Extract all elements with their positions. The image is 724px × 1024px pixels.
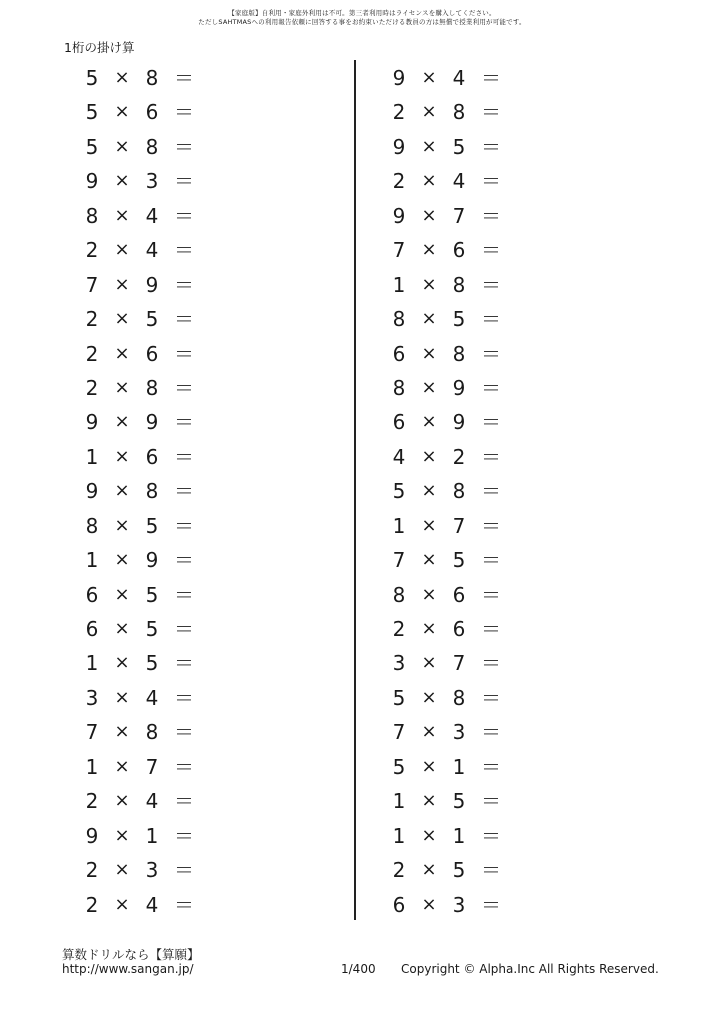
equals-sign: ＝ [481, 720, 501, 745]
operand-right: 1 [145, 823, 159, 848]
problem-row [83, 61, 243, 95]
multiply-operator: × [421, 755, 437, 777]
operand-right: 9 [145, 548, 159, 573]
operand-left: 3 [392, 651, 406, 676]
multiply-operator: × [421, 342, 437, 364]
equals-sign: ＝ [481, 100, 501, 125]
operand-right: 9 [145, 410, 159, 435]
operand-left: 6 [392, 892, 406, 917]
equals-sign: ＝ [174, 892, 194, 917]
equals-sign: ＝ [174, 685, 194, 710]
problem-row [390, 337, 550, 371]
operand-left: 7 [85, 720, 99, 745]
operand-left: 1 [392, 272, 406, 297]
multiply-operator: × [114, 755, 130, 777]
operand-left: 1 [85, 444, 99, 469]
problem-row [390, 233, 550, 267]
multiply-operator: × [421, 893, 437, 915]
problem-row [83, 474, 243, 508]
multiply-operator: × [421, 204, 437, 226]
operand-left: 7 [392, 238, 406, 263]
problem-row [390, 612, 550, 646]
multiply-operator: × [114, 583, 130, 605]
equals-sign: ＝ [481, 823, 501, 848]
problem-row [83, 302, 243, 336]
multiply-operator: × [421, 67, 437, 88]
equals-sign: ＝ [174, 789, 194, 814]
multiply-operator: × [421, 514, 437, 536]
footer-url-link[interactable]: http://www.sangan.jp/ [62, 962, 194, 976]
equals-sign: ＝ [174, 375, 194, 400]
operand-left: 1 [392, 513, 406, 538]
operand-right: 6 [145, 444, 159, 469]
problem-row [390, 199, 550, 233]
multiply-operator: × [421, 101, 437, 123]
operand-right: 8 [452, 100, 466, 125]
multiply-operator: × [421, 583, 437, 605]
operand-right: 5 [452, 134, 466, 159]
operand-left: 2 [85, 892, 99, 917]
operand-left: 5 [392, 685, 406, 710]
equals-sign: ＝ [174, 651, 194, 676]
equals-sign: ＝ [481, 548, 501, 573]
multiply-operator: × [114, 480, 130, 502]
multiply-operator: × [114, 411, 130, 433]
multiply-operator: × [114, 204, 130, 226]
equals-sign: ＝ [174, 203, 194, 228]
operand-right: 4 [452, 169, 466, 194]
problem-row [83, 268, 243, 302]
operand-left: 2 [392, 858, 406, 883]
multiply-operator: × [421, 859, 437, 881]
operand-right: 6 [145, 341, 159, 366]
multiply-operator: × [421, 480, 437, 502]
multiply-operator: × [114, 549, 130, 571]
equals-sign: ＝ [481, 892, 501, 917]
operand-left: 6 [392, 341, 406, 366]
footer-brand: 算数ドリルなら【算願】 [62, 947, 200, 962]
operand-left: 2 [392, 100, 406, 125]
operand-right: 5 [452, 307, 466, 332]
operand-left: 4 [392, 444, 406, 469]
multiply-operator: × [114, 67, 130, 88]
operand-left: 7 [85, 272, 99, 297]
equals-sign: ＝ [481, 203, 501, 228]
operand-right: 1 [452, 823, 466, 848]
equals-sign: ＝ [481, 134, 501, 159]
operand-right: 3 [145, 169, 159, 194]
equals-sign: ＝ [481, 651, 501, 676]
operand-left: 1 [392, 789, 406, 814]
problem-row [83, 543, 243, 577]
equals-sign: ＝ [174, 307, 194, 332]
operand-left: 9 [85, 410, 99, 435]
multiply-operator: × [114, 342, 130, 364]
operand-right: 9 [452, 410, 466, 435]
operand-right: 2 [452, 444, 466, 469]
equals-sign: ＝ [481, 238, 501, 263]
multiply-operator: × [114, 135, 130, 157]
equals-sign: ＝ [481, 169, 501, 194]
operand-right: 9 [145, 272, 159, 297]
operand-right: 5 [145, 513, 159, 538]
problem-row [390, 164, 550, 198]
operand-left: 8 [392, 582, 406, 607]
operand-right: 8 [145, 479, 159, 504]
operand-left: 5 [85, 100, 99, 125]
multiply-operator: × [421, 721, 437, 743]
problem-row [390, 784, 550, 818]
equals-sign: ＝ [174, 134, 194, 159]
problem-row [83, 337, 243, 371]
problem-row [390, 853, 550, 887]
operand-right: 6 [452, 582, 466, 607]
operand-right: 8 [452, 685, 466, 710]
problem-row [390, 268, 550, 302]
equals-sign: ＝ [481, 582, 501, 607]
equals-sign: ＝ [481, 754, 501, 779]
problem-row [390, 371, 550, 405]
problem-row [83, 819, 243, 853]
equals-sign: ＝ [174, 582, 194, 607]
equals-sign: ＝ [174, 754, 194, 779]
multiply-operator: × [421, 273, 437, 295]
equals-sign: ＝ [174, 548, 194, 573]
operand-right: 8 [145, 720, 159, 745]
equals-sign: ＝ [174, 823, 194, 848]
problem-row [83, 612, 243, 646]
problem-row [83, 578, 243, 612]
multiply-operator: × [114, 824, 130, 846]
equals-sign: ＝ [481, 375, 501, 400]
multiply-operator: × [114, 514, 130, 536]
operand-left: 9 [392, 134, 406, 159]
equals-sign: ＝ [481, 858, 501, 883]
operand-left: 8 [392, 375, 406, 400]
operand-right: 9 [452, 375, 466, 400]
operand-left: 1 [85, 754, 99, 779]
operand-left: 6 [85, 617, 99, 641]
operand-right: 8 [145, 66, 159, 90]
multiply-operator: × [421, 411, 437, 433]
operand-right: 7 [145, 754, 159, 779]
operand-right: 4 [145, 892, 159, 917]
equals-sign: ＝ [174, 617, 194, 641]
multiply-operator: × [421, 445, 437, 467]
multiply-operator: × [114, 686, 130, 708]
multiply-operator: × [114, 239, 130, 261]
equals-sign: ＝ [174, 410, 194, 435]
multiply-operator: × [114, 273, 130, 295]
equals-sign: ＝ [174, 479, 194, 504]
problem-row [83, 509, 243, 543]
problem-row [390, 646, 550, 680]
multiply-operator: × [114, 308, 130, 330]
problem-row [390, 888, 550, 922]
operand-left: 2 [85, 238, 99, 263]
operand-left: 9 [392, 203, 406, 228]
equals-sign: ＝ [481, 685, 501, 710]
problem-column-right [390, 61, 550, 922]
operand-right: 5 [452, 858, 466, 883]
equals-sign: ＝ [481, 789, 501, 814]
operand-left: 9 [85, 479, 99, 504]
operand-right: 7 [452, 203, 466, 228]
multiply-operator: × [421, 652, 437, 674]
operand-right: 5 [145, 582, 159, 607]
operand-right: 3 [452, 720, 466, 745]
multiply-operator: × [421, 135, 437, 157]
operand-left: 8 [392, 307, 406, 332]
worksheet-title: 1桁の掛け算 [64, 40, 135, 55]
operand-right: 6 [452, 238, 466, 263]
problem-row [83, 853, 243, 887]
copyright-notice: Copyright © Alpha.Inc All Rights Reserved. [401, 962, 659, 976]
problem-row [83, 646, 243, 680]
problem-row [390, 405, 550, 439]
operand-left: 5 [392, 479, 406, 504]
equals-sign: ＝ [481, 410, 501, 435]
operand-right: 5 [145, 617, 159, 641]
operand-right: 8 [145, 134, 159, 159]
problem-row [83, 233, 243, 267]
license-notice-line1: 【家庭版】自利用・家庭外利用は不可。第三者利用時はライセンスを購入してください。 [228, 9, 496, 17]
multiply-operator: × [421, 824, 437, 846]
license-notice-line2: ただしSAHTMASへの利用報告依頼に回答する事をお約束いただける教員の方は無償で授業利用が可能です。 [198, 18, 526, 26]
multiply-operator: × [421, 549, 437, 571]
operand-left: 2 [85, 341, 99, 366]
multiply-operator: × [421, 308, 437, 330]
problem-row [83, 681, 243, 715]
operand-right: 3 [452, 892, 466, 917]
operand-right: 8 [452, 479, 466, 504]
operand-right: 4 [145, 685, 159, 710]
problem-row [390, 578, 550, 612]
multiply-operator: × [421, 618, 437, 639]
problem-row [390, 715, 550, 749]
operand-right: 8 [145, 375, 159, 400]
operand-right: 7 [452, 513, 466, 538]
operand-left: 7 [392, 548, 406, 573]
operand-right: 5 [145, 307, 159, 332]
operand-left: 5 [85, 66, 99, 90]
equals-sign: ＝ [481, 66, 501, 90]
multiply-operator: × [114, 859, 130, 881]
problem-row [83, 405, 243, 439]
problem-row [390, 61, 550, 95]
problem-row [390, 509, 550, 543]
multiply-operator: × [114, 618, 130, 639]
multiply-operator: × [421, 790, 437, 812]
multiply-operator: × [114, 101, 130, 123]
operand-right: 5 [145, 651, 159, 676]
equals-sign: ＝ [174, 66, 194, 90]
operand-left: 2 [85, 307, 99, 332]
problem-row [83, 784, 243, 818]
equals-sign: ＝ [481, 444, 501, 469]
operand-left: 9 [85, 169, 99, 194]
problem-row [390, 750, 550, 784]
operand-left: 1 [85, 548, 99, 573]
operand-left: 8 [85, 203, 99, 228]
operand-left: 2 [392, 169, 406, 194]
equals-sign: ＝ [174, 720, 194, 745]
problem-row [83, 440, 243, 474]
problem-column-left [83, 61, 243, 922]
operand-left: 5 [85, 134, 99, 159]
problem-row [390, 95, 550, 129]
equals-sign: ＝ [174, 444, 194, 469]
operand-left: 2 [85, 858, 99, 883]
multiply-operator: × [421, 686, 437, 708]
multiply-operator: × [114, 376, 130, 398]
operand-right: 4 [145, 203, 159, 228]
problem-row [83, 95, 243, 129]
problem-row [83, 164, 243, 198]
operand-right: 8 [452, 272, 466, 297]
equals-sign: ＝ [174, 238, 194, 263]
operand-right: 4 [145, 789, 159, 814]
problem-row [83, 715, 243, 749]
operand-left: 2 [85, 375, 99, 400]
equals-sign: ＝ [174, 100, 194, 125]
page-counter: 1/400 [341, 962, 376, 976]
equals-sign: ＝ [174, 169, 194, 194]
multiply-operator: × [114, 721, 130, 743]
operand-left: 5 [392, 754, 406, 779]
multiply-operator: × [114, 445, 130, 467]
column-divider [354, 60, 356, 920]
operand-right: 1 [452, 754, 466, 779]
multiply-operator: × [114, 652, 130, 674]
operand-right: 5 [452, 548, 466, 573]
operand-right: 6 [145, 100, 159, 125]
problem-row [390, 543, 550, 577]
operand-right: 7 [452, 651, 466, 676]
equals-sign: ＝ [481, 513, 501, 538]
operand-right: 4 [452, 66, 466, 90]
multiply-operator: × [421, 239, 437, 261]
equals-sign: ＝ [481, 341, 501, 366]
operand-right: 8 [452, 341, 466, 366]
operand-right: 6 [452, 617, 466, 641]
problem-row [390, 440, 550, 474]
equals-sign: ＝ [481, 617, 501, 641]
equals-sign: ＝ [481, 272, 501, 297]
problem-row [83, 750, 243, 784]
problem-row [83, 130, 243, 164]
multiply-operator: × [114, 170, 130, 192]
problem-row [390, 819, 550, 853]
operand-left: 9 [392, 66, 406, 90]
operand-left: 8 [85, 513, 99, 538]
equals-sign: ＝ [481, 307, 501, 332]
problem-row [390, 302, 550, 336]
multiply-operator: × [114, 893, 130, 915]
problem-row [83, 199, 243, 233]
equals-sign: ＝ [174, 272, 194, 297]
operand-left: 1 [85, 651, 99, 676]
operand-left: 1 [392, 823, 406, 848]
equals-sign: ＝ [174, 513, 194, 538]
operand-right: 5 [452, 789, 466, 814]
multiply-operator: × [114, 790, 130, 812]
operand-left: 9 [85, 823, 99, 848]
equals-sign: ＝ [481, 479, 501, 504]
multiply-operator: × [421, 170, 437, 192]
operand-left: 7 [392, 720, 406, 745]
operand-left: 2 [85, 789, 99, 814]
operand-left: 2 [392, 617, 406, 641]
operand-right: 4 [145, 238, 159, 263]
problem-row [390, 130, 550, 164]
equals-sign: ＝ [174, 858, 194, 883]
operand-right: 3 [145, 858, 159, 883]
problem-row [390, 474, 550, 508]
operand-left: 3 [85, 685, 99, 710]
problem-row [390, 681, 550, 715]
equals-sign: ＝ [174, 341, 194, 366]
operand-left: 6 [392, 410, 406, 435]
multiply-operator: × [421, 376, 437, 398]
problem-row [83, 371, 243, 405]
problem-row [83, 888, 243, 922]
operand-left: 6 [85, 582, 99, 607]
